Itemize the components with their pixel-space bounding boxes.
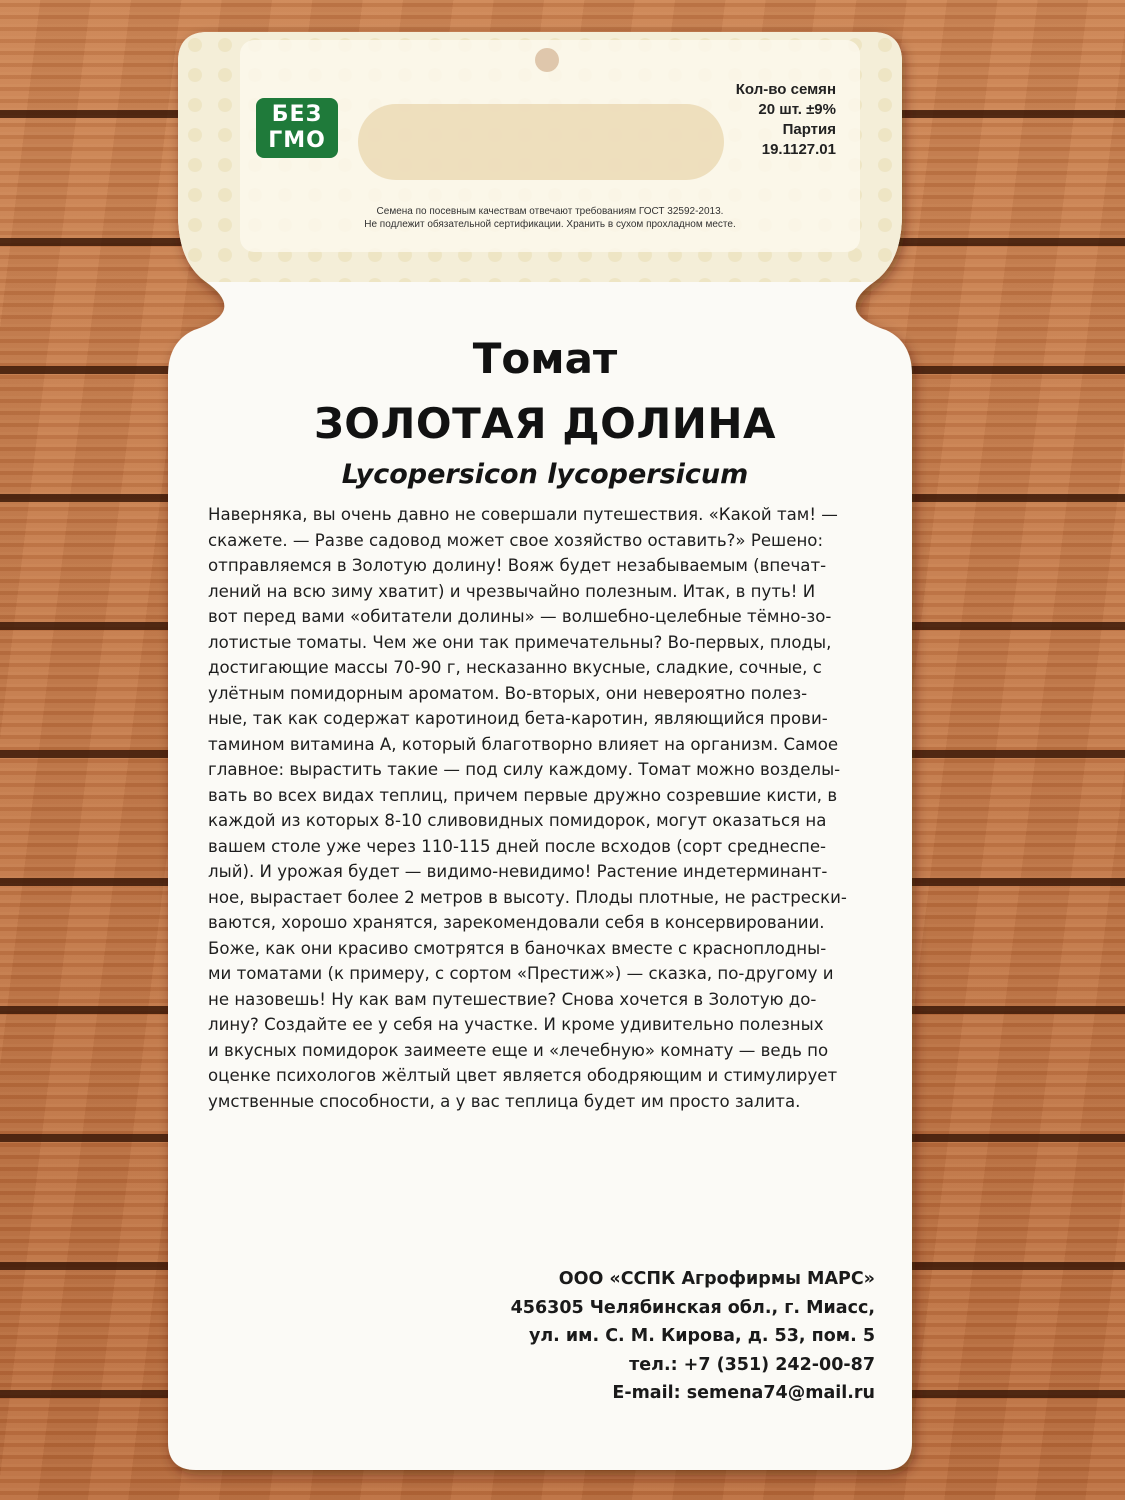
batch-value: 19.1127.01 xyxy=(761,141,836,158)
description-line: вот перед вами «обитатели долины» — волшебно-целебные тёмно-зо- xyxy=(208,607,832,626)
batch-label: Партия xyxy=(782,121,836,138)
description-line: главное: вырастить такие — под силу каждому. Томат можно возделы- xyxy=(208,760,841,779)
variety-title: ЗОЛОТАЯ ДОЛИНА xyxy=(313,399,777,448)
description-line: оценке психологов жёлтый цвет является ободряющим и стимулирует xyxy=(208,1066,838,1085)
gost-line-1: Семена по посевным качествам отвечают требованиям ГОСТ 32592-2013. xyxy=(376,206,724,217)
producer-contacts xyxy=(511,1265,875,1408)
description-line: Наверняка, вы очень давно не совершали путешествия. «Какой там! — xyxy=(208,505,838,524)
description-line: ные, так как содержат каротиноид бета-каротин, являющийся прови- xyxy=(208,709,828,728)
phone: тел.: +7 (351) 242-00-87 xyxy=(629,1354,875,1375)
email: E-mail: semena74@mail.ru xyxy=(612,1383,875,1403)
seeds-info xyxy=(736,80,836,160)
company-name: ООО «ССПК Агрофирмы МАРС» xyxy=(558,1269,875,1289)
hang-hole-round xyxy=(535,48,559,72)
description-line: лотистые томаты. Чем же они так примечательны? Во-первых, плоды, xyxy=(208,632,832,652)
description-line: лый). И урожая будет — видимо-невидимо! Растение индетерминант- xyxy=(208,862,828,881)
address-line-2: ул. им. С. М. Кирова, д. 53, пом. 5 xyxy=(528,1326,875,1346)
description-line: каждой из которых 8-10 сливовидных помидорок, могут оказаться на xyxy=(208,811,827,830)
description-line: умственные способности, а у вас теплица будет им просто залита. xyxy=(208,1091,801,1111)
description-line: и вкусных помидорок заимеете еще и «лечебную» комнату — ведь по xyxy=(208,1040,829,1060)
description-line: вашем столе уже через 110-115 дней после всходов (сорт среднеспе- xyxy=(208,836,827,856)
gost-line-2: Не подлежит обязательной сертификации. Хранить в сухом прохладном месте. xyxy=(364,219,736,230)
description-line: скажете. — Разве садовод может свое хозяйство оставить?» Решено: xyxy=(208,530,824,550)
seed-count-label: Кол-во семян xyxy=(735,81,836,98)
seed-count-value: 20 шт. ±9% xyxy=(758,101,836,118)
crop-title: Томат xyxy=(472,334,618,383)
no-gmo-badge xyxy=(256,98,338,158)
description-line: ное, вырастает более 2 метров в высоту. Плоды плотные, не растрески- xyxy=(208,887,847,907)
description-line: Боже, как они красиво смотрятся в баночках вместе с краснoплодны- xyxy=(208,938,827,958)
description-line: отправляемся в Золотую долину! Вояж будет незабываемым (впечат- xyxy=(208,556,827,575)
description-line: вать во всех видах теплиц, причем первые дружно созревшие кисти, в xyxy=(208,785,838,805)
latin-name: Lycopersicon lycopersicum xyxy=(341,459,749,490)
address-line-1: 456305 Челябинская обл., г. Миасс, xyxy=(510,1297,875,1318)
description-line: лений на всю зиму хватит) и чрезвычайно полезным. Итак, в путь! И xyxy=(208,581,816,601)
description-line: тамином витамина А, который благотворно влияет на организм. Самое xyxy=(208,734,839,754)
description-text xyxy=(208,502,884,1114)
no-gmo-line2: ГМО xyxy=(268,128,326,153)
hang-hole-slot xyxy=(358,104,724,180)
description-line: ваются, хорошо хранятся, зарекомендовали себя в консервировании. xyxy=(208,913,825,932)
description-line: лину? Создайте ее у себя на участке. И кроме удивительно полезных xyxy=(208,1015,824,1034)
no-gmo-line1: БЕЗ xyxy=(271,102,323,127)
description-line: улётным помидорным ароматом. Во-вторых, они невероятно полез- xyxy=(208,683,808,703)
description-line: не назовешь! Ну как вам путешествие? Снова хочется в Золотую до- xyxy=(208,989,817,1009)
description-line: достигающие массы 70-90 г, несказанно вкусные, сладкие, сочные, с xyxy=(208,658,822,677)
gost-notice xyxy=(250,205,850,231)
description-line: ми томатами (к примеру, с сортом «Престиж») — сказка, по-другому и xyxy=(208,964,834,983)
